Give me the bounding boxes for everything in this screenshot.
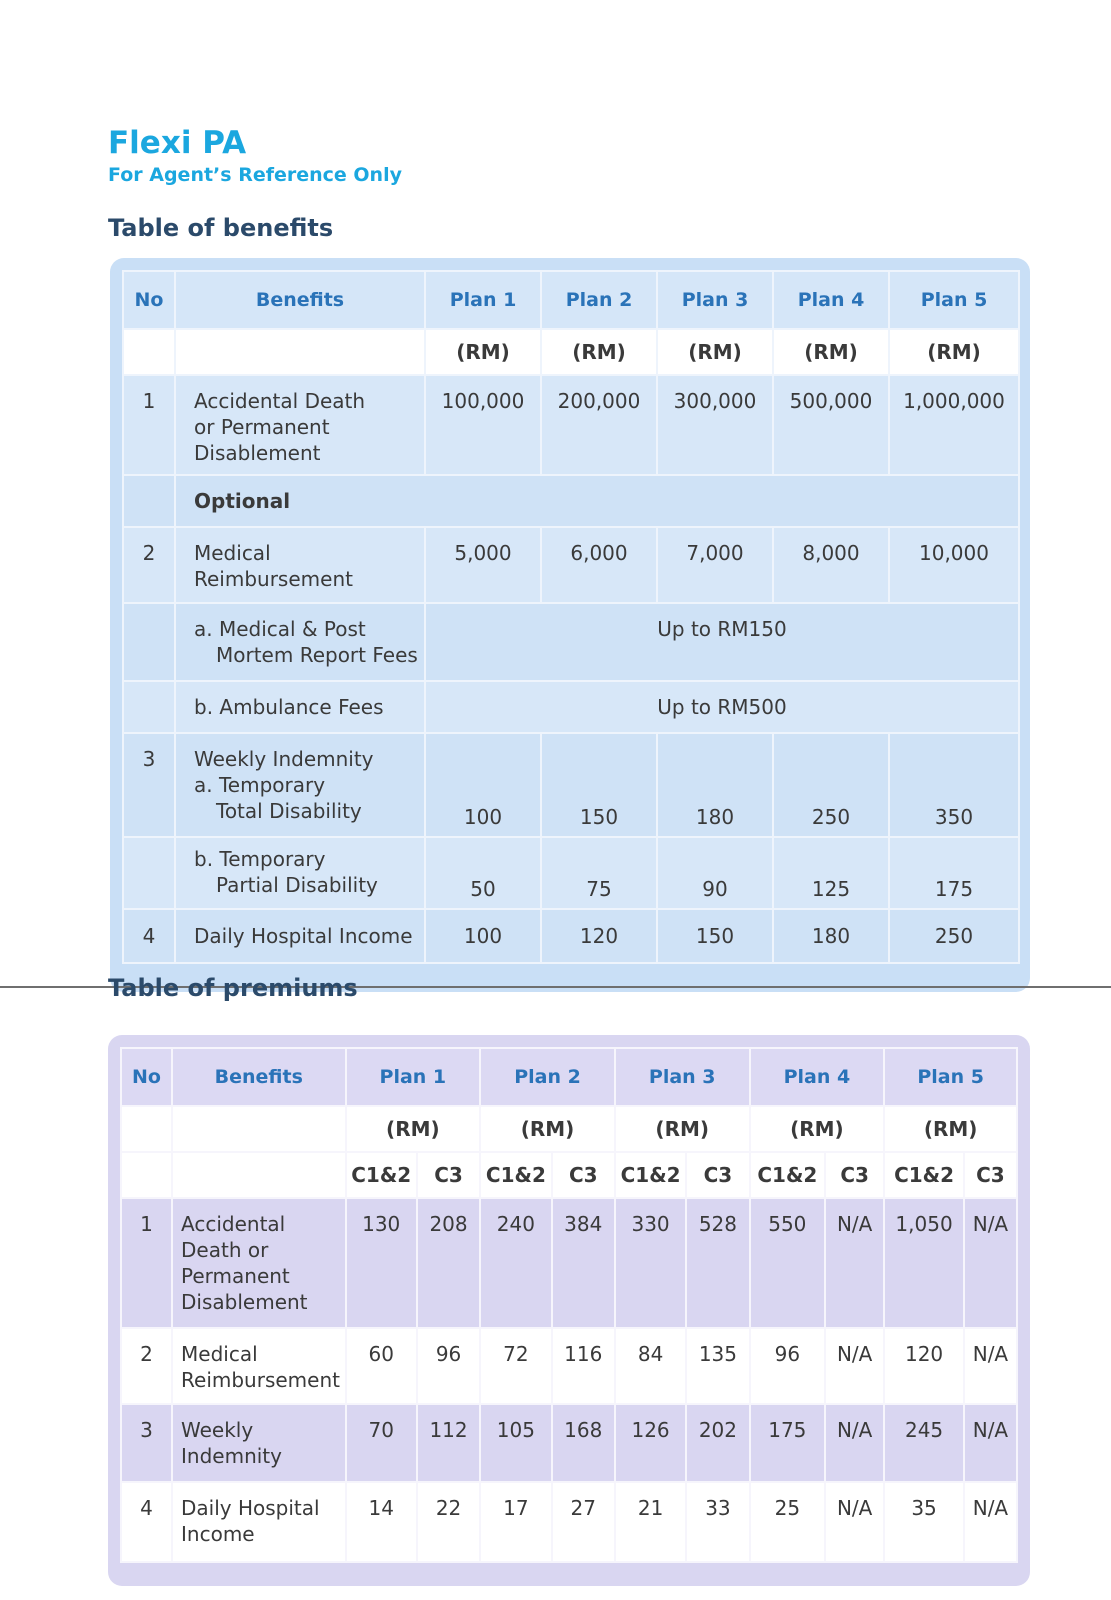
benefit-label-line: Partial Disability bbox=[216, 873, 378, 897]
premium-value: 175 bbox=[750, 1404, 826, 1482]
premium-value: 384 bbox=[552, 1198, 615, 1328]
unit-cell: (RM) bbox=[615, 1106, 750, 1152]
plan-4-value: 250 bbox=[773, 733, 889, 837]
subcolumn-c12: C1&2 bbox=[346, 1152, 417, 1198]
plan-1-value: 100 bbox=[425, 909, 541, 963]
plan-4-value: 125 bbox=[773, 837, 889, 909]
table-row bbox=[121, 1482, 1017, 1562]
benefit-label-line: Permanent bbox=[181, 1264, 290, 1288]
table-row bbox=[123, 603, 1019, 681]
premium-value: 33 bbox=[686, 1482, 749, 1562]
benefit-label-line: Disablement bbox=[181, 1290, 308, 1314]
col-header-no: No bbox=[121, 1048, 172, 1106]
benefit-label bbox=[172, 1404, 345, 1482]
subcolumn-c3: C3 bbox=[964, 1152, 1017, 1198]
row-number: 1 bbox=[123, 375, 175, 475]
premium-value: N/A bbox=[825, 1198, 884, 1328]
subcolumn-c3: C3 bbox=[417, 1152, 480, 1198]
subcolumn-c12: C1&2 bbox=[480, 1152, 551, 1198]
premium-value: 112 bbox=[417, 1404, 480, 1482]
benefit-label-line: Total Disability bbox=[216, 799, 362, 823]
subcolumn-c3: C3 bbox=[686, 1152, 749, 1198]
subcolumn-c12: C1&2 bbox=[615, 1152, 686, 1198]
plan-3-value: 7,000 bbox=[657, 527, 773, 603]
benefit-label bbox=[172, 1198, 345, 1328]
premium-value: 96 bbox=[750, 1328, 826, 1404]
benefit-label-line: a. Medical & Post bbox=[194, 617, 366, 641]
benefit-label-line: Weekly bbox=[181, 1418, 254, 1442]
plan-5-value: 250 bbox=[889, 909, 1019, 963]
benefit-label: Daily Hospital Income bbox=[175, 909, 425, 963]
page-title: Flexi PA bbox=[108, 125, 247, 161]
premium-value: 35 bbox=[884, 1482, 964, 1562]
unit-empty-cell bbox=[121, 1152, 172, 1198]
benefit-label bbox=[172, 1328, 345, 1404]
row-number-empty bbox=[123, 681, 175, 733]
table-row bbox=[123, 475, 1019, 527]
unit-cell: (RM) bbox=[480, 1106, 615, 1152]
benefit-label bbox=[175, 733, 425, 837]
plan-3-value: 180 bbox=[657, 733, 773, 837]
premium-value: 60 bbox=[346, 1328, 417, 1404]
col-header-plan-3: Plan 3 bbox=[657, 271, 773, 329]
premiums-header-row bbox=[121, 1048, 1017, 1106]
benefit-label-line: Disablement bbox=[194, 441, 321, 465]
plan-3-value: 150 bbox=[657, 909, 773, 963]
col-header-plan-2: Plan 2 bbox=[480, 1048, 615, 1106]
col-header-plan-1: Plan 1 bbox=[425, 271, 541, 329]
merged-value: Up to RM150 bbox=[425, 603, 1019, 681]
row-number: 4 bbox=[121, 1482, 172, 1562]
plan-3-value: 90 bbox=[657, 837, 773, 909]
unit-cell: (RM) bbox=[773, 329, 889, 375]
plan-2-value: 6,000 bbox=[541, 527, 657, 603]
unit-cell: (RM) bbox=[541, 329, 657, 375]
plan-1-value: 5,000 bbox=[425, 527, 541, 603]
row-number-empty bbox=[123, 603, 175, 681]
premium-value: 17 bbox=[480, 1482, 551, 1562]
plan-2-value: 75 bbox=[541, 837, 657, 909]
premium-value: 14 bbox=[346, 1482, 417, 1562]
premium-value: 208 bbox=[417, 1198, 480, 1328]
premium-value: 72 bbox=[480, 1328, 551, 1404]
col-header-plan-3: Plan 3 bbox=[615, 1048, 750, 1106]
benefits-heading: Table of benefits bbox=[108, 214, 334, 242]
premiums-table-panel bbox=[108, 1035, 1030, 1586]
plan-5-value: 10,000 bbox=[889, 527, 1019, 603]
plan-5-value: 350 bbox=[889, 733, 1019, 837]
premium-value: N/A bbox=[825, 1482, 884, 1562]
premium-value: N/A bbox=[964, 1404, 1017, 1482]
unit-empty-cell bbox=[123, 329, 175, 375]
col-header-plan-4: Plan 4 bbox=[750, 1048, 885, 1106]
row-number: 2 bbox=[123, 527, 175, 603]
premium-value: 330 bbox=[615, 1198, 686, 1328]
subcolumn-c12: C1&2 bbox=[750, 1152, 826, 1198]
premiums-unit-row bbox=[121, 1106, 1017, 1152]
premiums-table bbox=[120, 1047, 1018, 1563]
plan-2-value: 150 bbox=[541, 733, 657, 837]
row-number: 4 bbox=[123, 909, 175, 963]
plan-2-value: 120 bbox=[541, 909, 657, 963]
row-number: 3 bbox=[123, 733, 175, 837]
premium-value: 245 bbox=[884, 1404, 964, 1482]
unit-empty-cell bbox=[175, 329, 425, 375]
benefits-unit-row bbox=[123, 329, 1019, 375]
col-header-plan-5: Plan 5 bbox=[884, 1048, 1017, 1106]
benefit-label-line: Accidental bbox=[181, 1212, 286, 1236]
page-subtitle: For Agent’s Reference Only bbox=[108, 164, 402, 186]
premium-value: 240 bbox=[480, 1198, 551, 1328]
plan-4-value: 180 bbox=[773, 909, 889, 963]
unit-empty-cell bbox=[172, 1152, 345, 1198]
benefit-label-line: Mortem Report Fees bbox=[216, 643, 418, 667]
unit-empty-cell bbox=[172, 1106, 345, 1152]
benefit-label-line: Income bbox=[181, 1522, 255, 1546]
benefit-label-line: a. Temporary bbox=[194, 773, 326, 797]
premium-value: N/A bbox=[825, 1328, 884, 1404]
premium-value: 25 bbox=[750, 1482, 826, 1562]
unit-empty-cell bbox=[121, 1106, 172, 1152]
table-row bbox=[123, 527, 1019, 603]
premium-value: N/A bbox=[964, 1328, 1017, 1404]
premium-value: 168 bbox=[552, 1404, 615, 1482]
plan-1-value: 50 bbox=[425, 837, 541, 909]
premium-value: N/A bbox=[964, 1198, 1017, 1328]
table-row bbox=[123, 909, 1019, 963]
benefit-label-line: Reimbursement bbox=[181, 1368, 340, 1392]
unit-cell: (RM) bbox=[889, 329, 1019, 375]
unit-cell: (RM) bbox=[346, 1106, 481, 1152]
row-number: 3 bbox=[121, 1404, 172, 1482]
unit-cell: (RM) bbox=[884, 1106, 1017, 1152]
col-header-plan-5: Plan 5 bbox=[889, 271, 1019, 329]
optional-label: Optional bbox=[194, 489, 291, 513]
unit-cell: (RM) bbox=[750, 1106, 885, 1152]
benefit-label bbox=[175, 375, 425, 475]
premium-value: 120 bbox=[884, 1328, 964, 1404]
table-row bbox=[123, 733, 1019, 837]
plan-3-value: 300,000 bbox=[657, 375, 773, 475]
table-row bbox=[123, 375, 1019, 475]
benefit-label-line: Indemnity bbox=[181, 1444, 282, 1468]
table-row bbox=[121, 1328, 1017, 1404]
merged-value: Up to RM500 bbox=[425, 681, 1019, 733]
benefit-label-line: Death or bbox=[181, 1238, 269, 1262]
premium-value: 105 bbox=[480, 1404, 551, 1482]
subcolumn-c3: C3 bbox=[825, 1152, 884, 1198]
col-header-benefits: Benefits bbox=[172, 1048, 345, 1106]
plan-1-value: 100 bbox=[425, 733, 541, 837]
premium-value: 84 bbox=[615, 1328, 686, 1404]
unit-cell: (RM) bbox=[425, 329, 541, 375]
col-header-no: No bbox=[123, 271, 175, 329]
premium-value: 126 bbox=[615, 1404, 686, 1482]
premium-value: 135 bbox=[686, 1328, 749, 1404]
optional-section-label bbox=[175, 475, 1019, 527]
subcolumn-c3: C3 bbox=[552, 1152, 615, 1198]
benefit-label-line: Weekly Indemnity bbox=[194, 747, 374, 771]
benefit-label: b. Ambulance Fees bbox=[175, 681, 425, 733]
plan-5-value: 175 bbox=[889, 837, 1019, 909]
col-header-plan-4: Plan 4 bbox=[773, 271, 889, 329]
row-number-empty bbox=[123, 837, 175, 909]
plan-5-value: 1,000,000 bbox=[889, 375, 1019, 475]
benefit-label-line: Medical bbox=[194, 541, 271, 565]
premium-value: 21 bbox=[615, 1482, 686, 1562]
benefit-label bbox=[172, 1482, 345, 1562]
benefit-label-line: Reimbursement bbox=[194, 567, 353, 591]
row-number-empty bbox=[123, 475, 175, 527]
benefits-table-panel bbox=[110, 258, 1030, 992]
col-header-plan-2: Plan 2 bbox=[541, 271, 657, 329]
premium-value: 202 bbox=[686, 1404, 749, 1482]
premiums-heading: Table of premiums bbox=[108, 974, 358, 1002]
benefit-label-line: or Permanent bbox=[194, 415, 330, 439]
row-number: 2 bbox=[121, 1328, 172, 1404]
premiums-subheader-row bbox=[121, 1152, 1017, 1198]
benefits-table bbox=[122, 270, 1020, 964]
table-row bbox=[121, 1404, 1017, 1482]
premium-value: 528 bbox=[686, 1198, 749, 1328]
premium-value: 22 bbox=[417, 1482, 480, 1562]
benefit-label-line: b. Temporary bbox=[194, 847, 326, 871]
col-header-plan-1: Plan 1 bbox=[346, 1048, 481, 1106]
premium-value: 550 bbox=[750, 1198, 826, 1328]
col-header-benefits: Benefits bbox=[175, 271, 425, 329]
benefit-label-line: Daily Hospital bbox=[181, 1496, 320, 1520]
premium-value: 27 bbox=[552, 1482, 615, 1562]
benefit-label-line: Medical bbox=[181, 1342, 258, 1366]
premium-value: 70 bbox=[346, 1404, 417, 1482]
unit-cell: (RM) bbox=[657, 329, 773, 375]
benefit-label-line: Accidental Death bbox=[194, 389, 366, 413]
table-row bbox=[123, 837, 1019, 909]
benefit-label bbox=[175, 603, 425, 681]
premium-value: N/A bbox=[825, 1404, 884, 1482]
table-row bbox=[121, 1198, 1017, 1328]
premium-value: 130 bbox=[346, 1198, 417, 1328]
premium-value: 96 bbox=[417, 1328, 480, 1404]
plan-1-value: 100,000 bbox=[425, 375, 541, 475]
subcolumn-c12: C1&2 bbox=[884, 1152, 964, 1198]
plan-4-value: 8,000 bbox=[773, 527, 889, 603]
benefit-label bbox=[175, 527, 425, 603]
premium-value: 1,050 bbox=[884, 1198, 964, 1328]
premium-value: N/A bbox=[964, 1482, 1017, 1562]
premium-value: 116 bbox=[552, 1328, 615, 1404]
plan-4-value: 500,000 bbox=[773, 375, 889, 475]
benefit-label bbox=[175, 837, 425, 909]
table-row bbox=[123, 681, 1019, 733]
row-number: 1 bbox=[121, 1198, 172, 1328]
benefits-header-row bbox=[123, 271, 1019, 329]
plan-2-value: 200,000 bbox=[541, 375, 657, 475]
